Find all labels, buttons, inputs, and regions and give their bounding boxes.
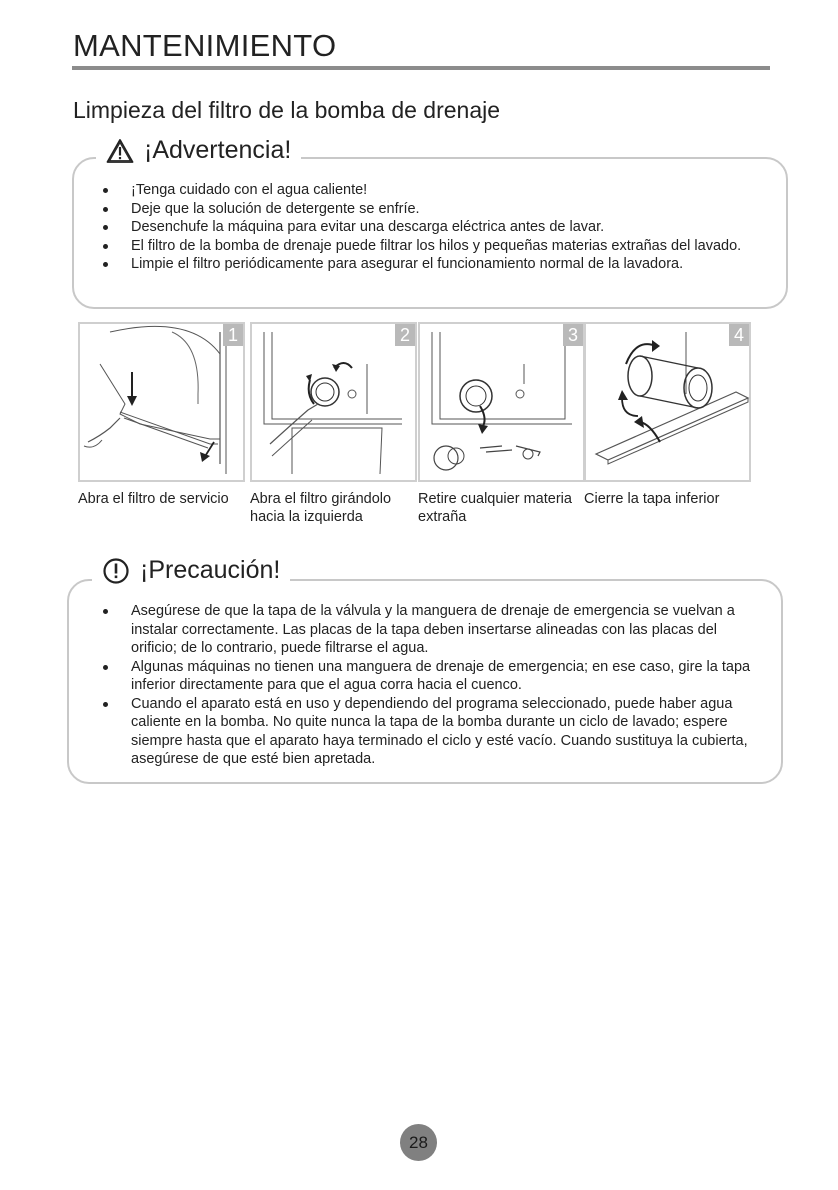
step-4-illustration — [584, 322, 751, 482]
warning-list — [101, 181, 761, 274]
close-bottom-cover-icon — [586, 324, 754, 480]
warning-box — [72, 136, 788, 309]
caution-box — [67, 556, 783, 784]
step-caption: Retire cualquier materia extraña — [418, 491, 572, 525]
step-number: 1 — [223, 324, 243, 346]
step-caption: Cierre la tapa inferior — [584, 491, 720, 507]
list-item: Deje que la solución de detergente se enfríe. — [101, 200, 761, 219]
step-3-illustration — [418, 322, 585, 482]
caution-title: ¡Precaución! — [140, 556, 281, 584]
warning-heading — [96, 136, 301, 165]
turn-filter-left-icon — [252, 324, 415, 480]
step-number: 3 — [563, 324, 583, 346]
list-item: Algunas máquinas no tienen una manguera de drenaje de emergencia; en ese caso, gire la tapa inferior directamente para que el agua corra hacia el cuenco. — [101, 658, 761, 695]
caution-list — [101, 602, 761, 769]
list-item: ¡Tenga cuidado con el agua caliente! — [101, 181, 761, 200]
caution-icon — [102, 557, 130, 585]
remove-foreign-matter-icon — [420, 324, 583, 480]
list-item: Asegúrese de que la tapa de la válvula y la manguera de drenaje de emergencia se vuelvan a instalar correctamente. Las placas de la tapa deben insertarse alineadas con las placas del orificio; de lo contrario, puede filtrarse el agua. — [101, 602, 761, 658]
step-caption: Abra el filtro girándolo hacia la izquierda — [250, 491, 392, 525]
section-title: Limpieza del filtro de la bomba de drenaje — [73, 97, 501, 123]
list-item: Limpie el filtro periódicamente para asegurar el funcionamiento normal de la lavadora. — [101, 255, 761, 274]
step-2 — [250, 322, 417, 526]
page-number: 28 — [400, 1124, 437, 1161]
page-title: MANTENIMIENTO — [73, 28, 337, 63]
step-number: 4 — [729, 324, 749, 346]
step-4 — [584, 322, 751, 508]
warning-triangle-icon — [106, 138, 134, 164]
step-1 — [78, 322, 245, 508]
open-service-filter-icon — [80, 324, 243, 480]
title-divider — [72, 66, 770, 70]
step-1-illustration — [78, 322, 245, 482]
caution-heading — [92, 556, 290, 585]
warning-title: ¡Advertencia! — [144, 136, 292, 164]
step-caption: Abra el filtro de servicio — [78, 491, 229, 507]
step-3 — [418, 322, 585, 526]
step-2-illustration — [250, 322, 417, 482]
list-item: El filtro de la bomba de drenaje puede filtrar los hilos y pequeñas materias extrañas del lavado. — [101, 237, 761, 256]
steps-row — [78, 322, 756, 532]
step-number: 2 — [395, 324, 415, 346]
list-item: Cuando el aparato está en uso y dependiendo del programa seleccionado, puede haber agua caliente en la bomba. No quite nunca la tapa de la bomba durante un ciclo de lavado; espere siempre hasta que el aparato haya terminado el ciclo y esté vacío. Cuando sustituya la cubierta, asegúrese de que esté bien apretada. — [101, 695, 761, 769]
list-item: Desenchufe la máquina para evitar una descarga eléctrica antes de lavar. — [101, 218, 761, 237]
